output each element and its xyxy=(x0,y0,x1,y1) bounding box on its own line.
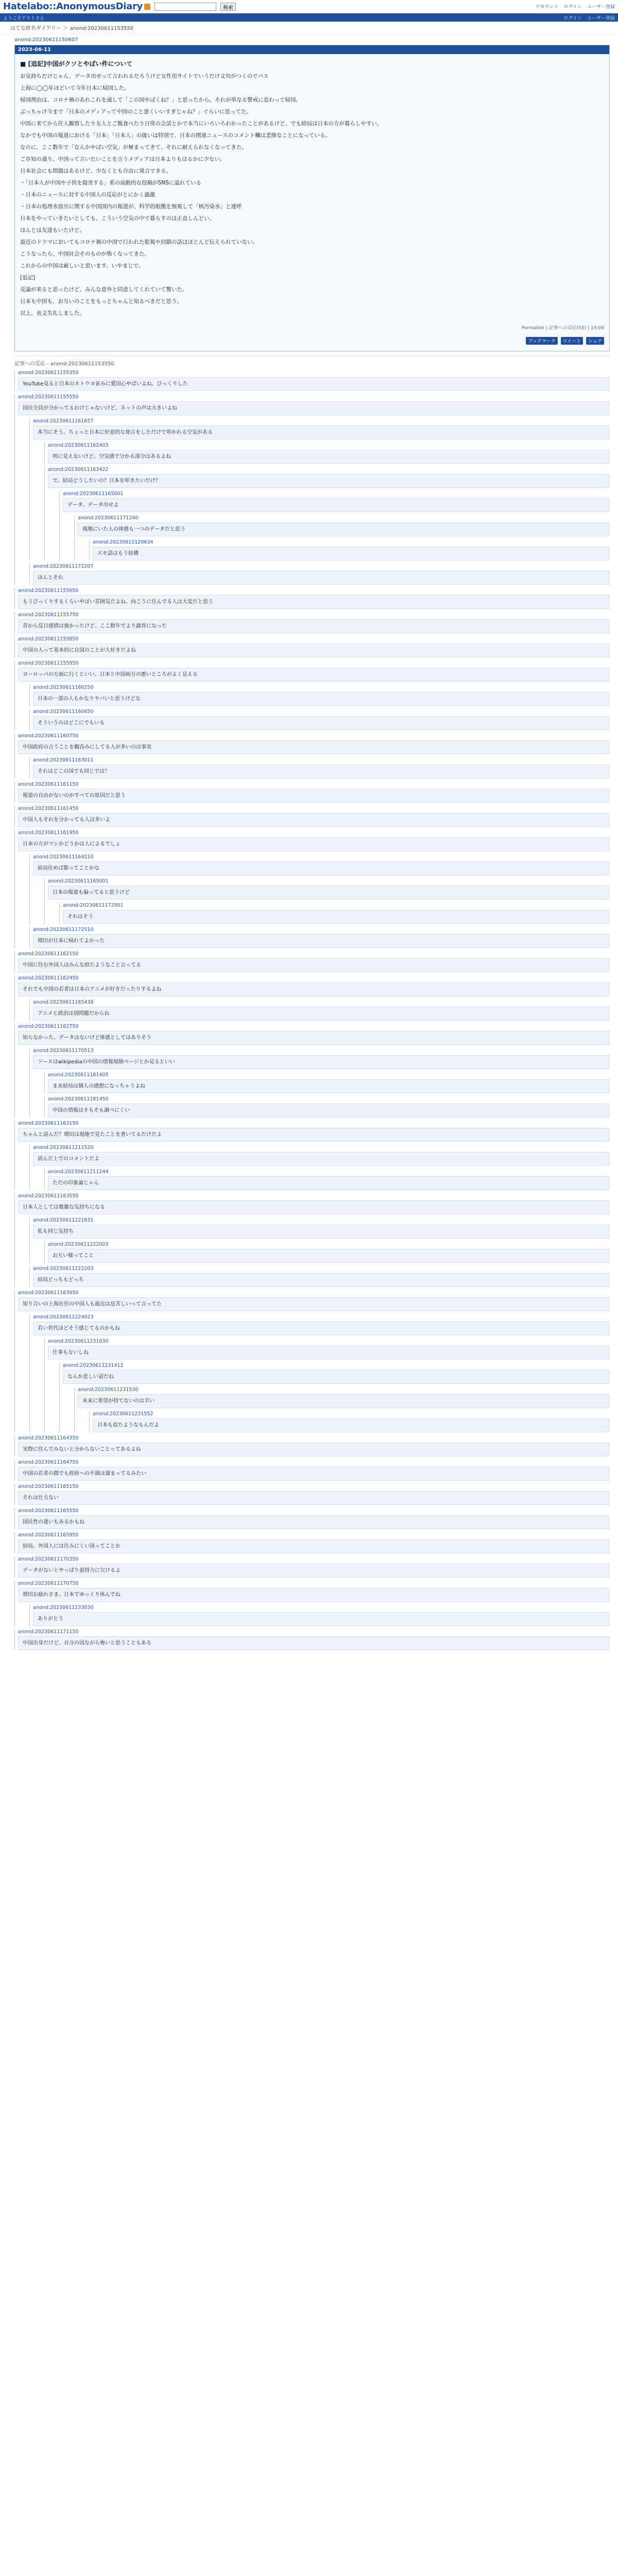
entry-paragraph: なのに、ここ数年で「なんかやばい空気」が極まってきて、それに耐えられなくなってきた。 xyxy=(20,144,247,150)
reply-item xyxy=(59,1363,610,1432)
reply-item xyxy=(14,1024,610,1117)
reply-text: 日本の報道も偏ってると思うけど xyxy=(48,886,610,900)
reply-link[interactable]: anond:20230611165001 xyxy=(63,491,124,497)
entry-paragraph: ・日本の処理水放出に関する中国国内の報道が、科学的根拠を無視して「核汚染水」と連呼 xyxy=(20,204,242,210)
share-bar xyxy=(20,334,604,348)
site-logo[interactable] xyxy=(3,1,150,12)
reply-link[interactable]: anond:20230611221831 xyxy=(33,1217,94,1223)
reply-link[interactable]: anond:20230611161950 xyxy=(18,830,79,836)
entry-paragraph: ・日本のニュースに対する中国人の反応がとにかく過激 xyxy=(20,192,155,198)
reply-item xyxy=(14,733,610,778)
reply-link[interactable]: anond:20230611163011 xyxy=(33,757,94,763)
reply-item xyxy=(44,1072,610,1093)
reply-item xyxy=(14,588,610,609)
reply-link[interactable]: anond:20230611181450 xyxy=(48,1096,109,1102)
entry-paragraph: 帰国理由は、コロナ禍のあれこれを通して「この国やばくね？」と思ったから。それが単なる警戒に変わって帰国。 xyxy=(20,97,301,103)
reply-item xyxy=(44,1169,610,1190)
reply-item xyxy=(14,1508,610,1529)
entry-paragraph: ほんとは友達もいたけど。 xyxy=(20,227,85,233)
reply-item xyxy=(44,1338,610,1432)
entry-paragraph: お気持ちだけじゃん、データ出せって言われるだろうけど女性用サイトでいうだけ文句がつくのでパス xyxy=(20,73,269,79)
reply-link[interactable]: anond:20230611165001 xyxy=(48,878,109,884)
top-bar xyxy=(0,0,618,13)
reply-item xyxy=(29,564,610,585)
reply-link[interactable]: anond:20230611155550 xyxy=(18,394,79,400)
reply-item xyxy=(89,539,610,561)
reply-link[interactable]: anond:20230611172510 xyxy=(33,927,94,933)
reply-item xyxy=(14,1435,610,1456)
reply-item xyxy=(14,1581,610,1626)
reply-text: データがないとやっぱり説得力に欠けるよ xyxy=(18,1564,610,1578)
reply-link[interactable]: anond:20230611231412 xyxy=(63,1363,124,1368)
entry-paragraph: これからの中国は厳しいと思います。いやまじで。 xyxy=(20,263,144,269)
reply-text: 結局住めば都ってことかな xyxy=(33,861,610,875)
reply-item xyxy=(14,1484,610,1505)
reply-link[interactable]: anond:20230611165950 xyxy=(18,1532,79,1538)
reply-tree xyxy=(14,370,610,1650)
reply-item xyxy=(14,660,610,730)
reply-text: 未来に希望が持てないのは辛い xyxy=(78,1394,610,1408)
reply-item xyxy=(29,1145,610,1190)
entry-paragraph: 以上、長文失礼しました。 xyxy=(20,310,85,316)
welcome-text: ようこそゲストさん xyxy=(3,15,45,21)
reply-item xyxy=(14,370,610,391)
reply-text: 知り合いの上海在住の中国人も最近は息苦しいって言ってた xyxy=(18,1297,610,1311)
entry-paragraph: こうなったら、中国社会そのものが怖くなってきた。 xyxy=(20,251,150,257)
reply-link[interactable]: anond:20230611162150 xyxy=(18,951,79,957)
reply-link[interactable]: anond:20230611222003 xyxy=(48,1242,109,1247)
reply-text: 中国の情報はそもそも調べにくい xyxy=(48,1104,610,1117)
register-link[interactable]: ユーザー登録 xyxy=(587,5,615,10)
reply-link[interactable]: anond:20230611163422 xyxy=(48,467,109,472)
reply-link[interactable]: anond:20230611231552 xyxy=(93,1411,153,1417)
breadcrumb xyxy=(0,22,618,34)
reply-link[interactable]: anond:20230611162750 xyxy=(18,1024,79,1029)
reply-link[interactable]: anond:20230611161450 xyxy=(18,806,79,811)
reply-link[interactable]: anond:20230611162450 xyxy=(18,975,79,981)
reply-text: 実際に住んでみないと分からないことってあるよね xyxy=(18,1443,610,1456)
reply-text: 中国出身だけど、自分の国ながら怖いと思うこともある xyxy=(18,1636,610,1650)
reply-text: 結局、外国人には住みにくい国ってことか xyxy=(18,1539,610,1553)
reply-text: 報道の自由がないのがすべての原因だと思う xyxy=(18,789,610,803)
logo-text: Hatelabo::AnonymousDiary xyxy=(3,1,143,12)
reply-link[interactable]: anond:20230611211244 xyxy=(48,1169,109,1175)
reply-text: なんか悲しい話だね xyxy=(63,1370,610,1384)
reply-item xyxy=(44,443,610,464)
reply-text: 若い世代ほどそう感じてるのかもね xyxy=(33,1321,610,1335)
reply-link[interactable]: anond:20230611163950 xyxy=(18,1290,79,1296)
reply-item xyxy=(89,1411,610,1432)
reply-link[interactable]: anond:20230611165150 xyxy=(18,1484,79,1489)
reply-item xyxy=(59,491,610,561)
reply-text: 日本人としては複雑な気持ちになる xyxy=(18,1200,610,1214)
reply-link[interactable]: anond:20230611233030 xyxy=(33,1605,94,1611)
reply-link[interactable]: anond:20230611155950 xyxy=(18,660,79,666)
reply-item xyxy=(29,1314,610,1432)
reply-text: YouTube見ると日本のネトウヨ並みに愛国心やばいよね、びっくりした xyxy=(18,377,610,391)
account-link[interactable]: アカウント xyxy=(535,5,559,10)
reply-item xyxy=(59,903,610,924)
reply-link[interactable]: anond:20230611163150 xyxy=(18,1121,79,1126)
entry-paragraph: ご存知の通り、中国って言いたいことを言うメディアは日本よりもはるかに少ない。 xyxy=(20,156,226,162)
reply-text: まあ結局は個人の感想になっちゃうよね xyxy=(48,1079,610,1093)
reply-text: で、結局どうしたいの？日本を叩きたいだけ？ xyxy=(48,474,610,488)
entry-paragraph: 反論が来ると思ったけど、みんな意外と同意してくれていて驚いた。 xyxy=(20,286,188,293)
entry-body xyxy=(15,54,609,351)
reply-link[interactable]: anond:20230611161150 xyxy=(18,782,79,787)
entry-date: 2023-06-11 xyxy=(15,45,609,54)
reply-text: 中国に住む外国人はみんな似たようなこと言ってる xyxy=(18,958,610,972)
reply-link[interactable]: anond:20230611160750 xyxy=(18,733,79,739)
top-links xyxy=(536,3,615,10)
reply-text: 増田お疲れさま。日本でゆっくり休んでね xyxy=(18,1588,610,1602)
reply-text: ただの印象論じゃん xyxy=(48,1176,610,1190)
entry-paragraph: ぶっちゃけ今まで「日本のメディアって中国のこと悪くいいすぎじゃね？」ぐらいに思ってた。 xyxy=(20,109,252,115)
reply-item xyxy=(29,999,610,1021)
reply-item xyxy=(29,1048,610,1117)
reply-link[interactable]: anond:20230611155650 xyxy=(18,588,79,594)
bluebar-login-link[interactable]: ログイン xyxy=(563,15,582,21)
diary-entry xyxy=(14,45,610,351)
reply-item xyxy=(29,1217,610,1263)
reply-text: それでも中国の若者は日本のアニメが好きだったりするよね xyxy=(18,982,610,996)
reply-item xyxy=(14,1629,610,1650)
entry-paragraph: 日本社会にも問題はあるけど、少なくとも自由に発言できる。 xyxy=(20,168,171,174)
reply-item xyxy=(14,806,610,827)
reply-link[interactable]: anond:20230611211520 xyxy=(33,1145,94,1150)
entry-footer: Permalink | 記事への反応(55) | 19:09 xyxy=(521,326,604,331)
reply-item xyxy=(29,1266,610,1287)
login-link[interactable]: ログイン xyxy=(563,5,582,10)
reply-item xyxy=(14,1556,610,1578)
reply-text: 知らなかった。データはないけど体感としてはありそう xyxy=(18,1031,610,1045)
reply-text: ヨーロッパの方面に行くといい。日本と中国両方の悪いところがよく見える xyxy=(18,668,610,682)
reply-link[interactable]: anond:20230611181405 xyxy=(48,1072,109,1078)
reply-link[interactable]: anond:20230611170750 xyxy=(18,1581,79,1586)
reply-text: 中国人もそれを分かってる人は多いよ xyxy=(18,813,610,827)
reply-text: 増田が日本に帰れてよかった xyxy=(33,934,610,948)
reply-item xyxy=(29,685,610,706)
reply-link[interactable]: anond:20230611172207 xyxy=(33,564,94,569)
reply-text: ちゃんと読んだ？増田は現地で見たことを書いてるだけだよ xyxy=(18,1128,610,1142)
reply-text: ありがとう xyxy=(33,1612,610,1626)
reply-link[interactable]: anond:20230611160250 xyxy=(33,685,94,690)
reply-item xyxy=(14,1532,610,1553)
reply-item xyxy=(44,1096,610,1117)
reply-link[interactable]: anond:20230611171240 xyxy=(78,515,139,521)
reply-text: お互い様ってこと xyxy=(48,1249,610,1263)
entry-paragraph: 日本も中国も、お互いのことをもっとちゃんと知るべきだと思う。 xyxy=(20,298,182,304)
reply-item xyxy=(29,854,610,924)
reply-item xyxy=(74,1387,610,1432)
reply-text: 国民性の違いもあるかもね xyxy=(18,1515,610,1529)
bluebar-register-link[interactable]: ユーザー登録 xyxy=(587,15,615,21)
reply-link[interactable]: anond:20230611155850 xyxy=(18,636,79,642)
reply-text: もうびっくりするくらいやばい雰囲気だよね、向こうに住んでる人は大変だと思う xyxy=(18,595,610,609)
entry-paragraph: [追記] xyxy=(20,275,36,281)
reply-text: 明に見えないけど、空気感で分かる部分はあるよね xyxy=(48,450,610,464)
reply-item xyxy=(14,830,610,948)
share-button[interactable]: シェア xyxy=(586,337,604,345)
entry-title: ■ [追記]中国がクソとやばい件について xyxy=(20,60,133,67)
reply-item xyxy=(29,1605,610,1626)
reply-text: そういうのはどこにでもいる xyxy=(33,716,610,730)
reply-link[interactable]: anond:20230611155750 xyxy=(18,612,79,618)
rss-icon[interactable] xyxy=(144,4,150,10)
reply-item xyxy=(14,1193,610,1287)
reply-link[interactable]: anond:20230611160650 xyxy=(33,709,94,715)
reply-text: 中国の人って基本的に自国のことが大好きだよね xyxy=(18,643,610,657)
search-input[interactable] xyxy=(154,3,216,11)
reply-text: 昔から反日感情は強かったけど、ここ数年でより露骨になった xyxy=(18,619,610,633)
reply-link[interactable]: anond:20230611172501 xyxy=(63,903,124,908)
reply-item xyxy=(44,878,610,924)
reply-text: データ、データ出せよ xyxy=(63,498,610,512)
reply-item xyxy=(14,975,610,1021)
breadcrumb-text: はてな匿名ダイアリー ＞ anond:20230611153550 xyxy=(10,26,134,31)
reply-text: 中国政府の言うことを鵜呑みにしてる人が多いのは事実 xyxy=(18,740,610,754)
reply-item xyxy=(14,1460,610,1481)
reply-text: ほんとそれ xyxy=(33,571,610,585)
reply-link[interactable]: anond:20230611155350 xyxy=(18,370,79,376)
reply-item xyxy=(44,467,610,561)
reactions-heading: 記事への反応 - anond:20230611153550 xyxy=(14,355,610,367)
reply-link[interactable]: anond:20230611222203 xyxy=(33,1266,94,1272)
reply-link[interactable]: anond:20230611165438 xyxy=(33,999,94,1005)
reply-link[interactable]: anond:20230611163550 xyxy=(18,1193,79,1199)
reply-link[interactable]: anond:20230612120634 xyxy=(93,539,153,545)
reply-item xyxy=(29,757,610,778)
entry-paragraph: なかでも中国の報道における「日本」「日本人」の扱いは特別で、日本の関連ニュースのコメント欄は悲惨なことになっている。 xyxy=(20,132,331,139)
entry-paragraph: 最近のドラマにおいてもコロナ禍の中国で行われた監視や封鎖の話はほとんど伝えられていない。 xyxy=(20,239,258,245)
reply-item xyxy=(29,709,610,730)
reply-link[interactable]: anond:20230611161657 xyxy=(33,418,94,424)
reply-item xyxy=(14,1121,610,1190)
reply-item xyxy=(14,951,610,972)
reply-link[interactable]: anond:20230611170350 xyxy=(18,1556,79,1562)
user-bar xyxy=(0,13,618,22)
reply-link[interactable]: anond:20230611231530 xyxy=(78,1387,139,1393)
reply-link[interactable]: anond:20230611224023 xyxy=(33,1314,94,1320)
reply-text: エモ話はもう結構 xyxy=(93,547,610,561)
search-button[interactable]: 検索 xyxy=(220,3,236,11)
reply-text: 中国の若者の間でも政府への不満は溜まってるみたい xyxy=(18,1467,610,1481)
reply-link[interactable]: anond:20230611164750 xyxy=(18,1460,79,1465)
entry-paragraph: 日本をやっていきたいとしても、こういう空気の中で暮らすのは正直しんどい。 xyxy=(20,215,215,222)
reply-link[interactable]: anond:20230611171150 xyxy=(18,1629,79,1635)
reply-text: 仕事もないしね xyxy=(48,1346,610,1360)
reply-item xyxy=(29,927,610,948)
reply-link[interactable]: anond:20230611164210 xyxy=(33,854,94,860)
reply-link[interactable]: anond:20230611165550 xyxy=(18,1508,79,1514)
reply-item xyxy=(29,418,610,561)
reply-item xyxy=(14,636,610,657)
reply-text: 本当にそう。ちょっと日本に好意的な発言をしただけで叩かれる空気がある xyxy=(33,426,610,439)
reply-item xyxy=(14,782,610,803)
entry-paragraph: 中国に来てから住人観察したり友人とご飯食べたり日常の会話とかで本当にいろいろわかったことがあるけど、でも結局は日本の方が暮らしやすい。 xyxy=(20,121,383,127)
reply-text: それはどこの国でも同じでは？ xyxy=(33,765,610,778)
reply-item xyxy=(44,1242,610,1263)
entry-paragraph: ・「日本人が中国や子供を殺害する」系の扇動的な投稿がSNSに溢れている xyxy=(20,180,201,186)
reply-text: それはそう xyxy=(63,910,610,924)
reply-link[interactable]: anond:20230611164350 xyxy=(18,1435,79,1441)
bookmark-button[interactable]: ブックマーク xyxy=(526,337,557,345)
reply-text: 国民全員が分かってるわけじゃないけど、ネットの声は大きいよね xyxy=(18,401,610,415)
reply-item xyxy=(14,612,610,633)
reply-text: それは仕方ない xyxy=(18,1491,610,1505)
reply-text: 私も同じ気持ち xyxy=(33,1225,610,1239)
reply-text: ソースはwikipediaの中国の情報規制ページとか見るといい xyxy=(33,1055,610,1069)
parent-entry-link[interactable]: anond:20230611150607 xyxy=(14,37,78,43)
reply-text: 日本の一部の人もかなりヤバいと思うけどな xyxy=(33,692,610,706)
reply-link[interactable]: anond:20230611231030 xyxy=(48,1338,109,1344)
reply-text: 読んだ上でのコメントだよ xyxy=(33,1152,610,1166)
reply-text: 日本も似たようなもんだよ xyxy=(93,1418,610,1432)
entry-paragraph: 上海に◯◯年ほどいて今年日本に帰国した。 xyxy=(20,85,130,91)
reply-text: 日本の方がマシかどうかは人によるでしょ xyxy=(18,837,610,851)
reply-text: 現地にいた人の体感も一つのデータだと思う xyxy=(78,522,610,536)
reply-item xyxy=(74,515,610,561)
reply-link[interactable]: anond:20230611170513 xyxy=(33,1048,94,1054)
reply-text: 結局どっちもどっち xyxy=(33,1273,610,1287)
reply-item xyxy=(14,394,610,585)
reply-item xyxy=(14,1290,610,1432)
reply-link[interactable]: anond:20230611162403 xyxy=(48,443,109,448)
entry-paragraphs xyxy=(20,72,604,318)
tweet-button[interactable]: ツイート xyxy=(561,337,583,345)
reply-text: アニメと政治は別問題だからね xyxy=(33,1007,610,1021)
